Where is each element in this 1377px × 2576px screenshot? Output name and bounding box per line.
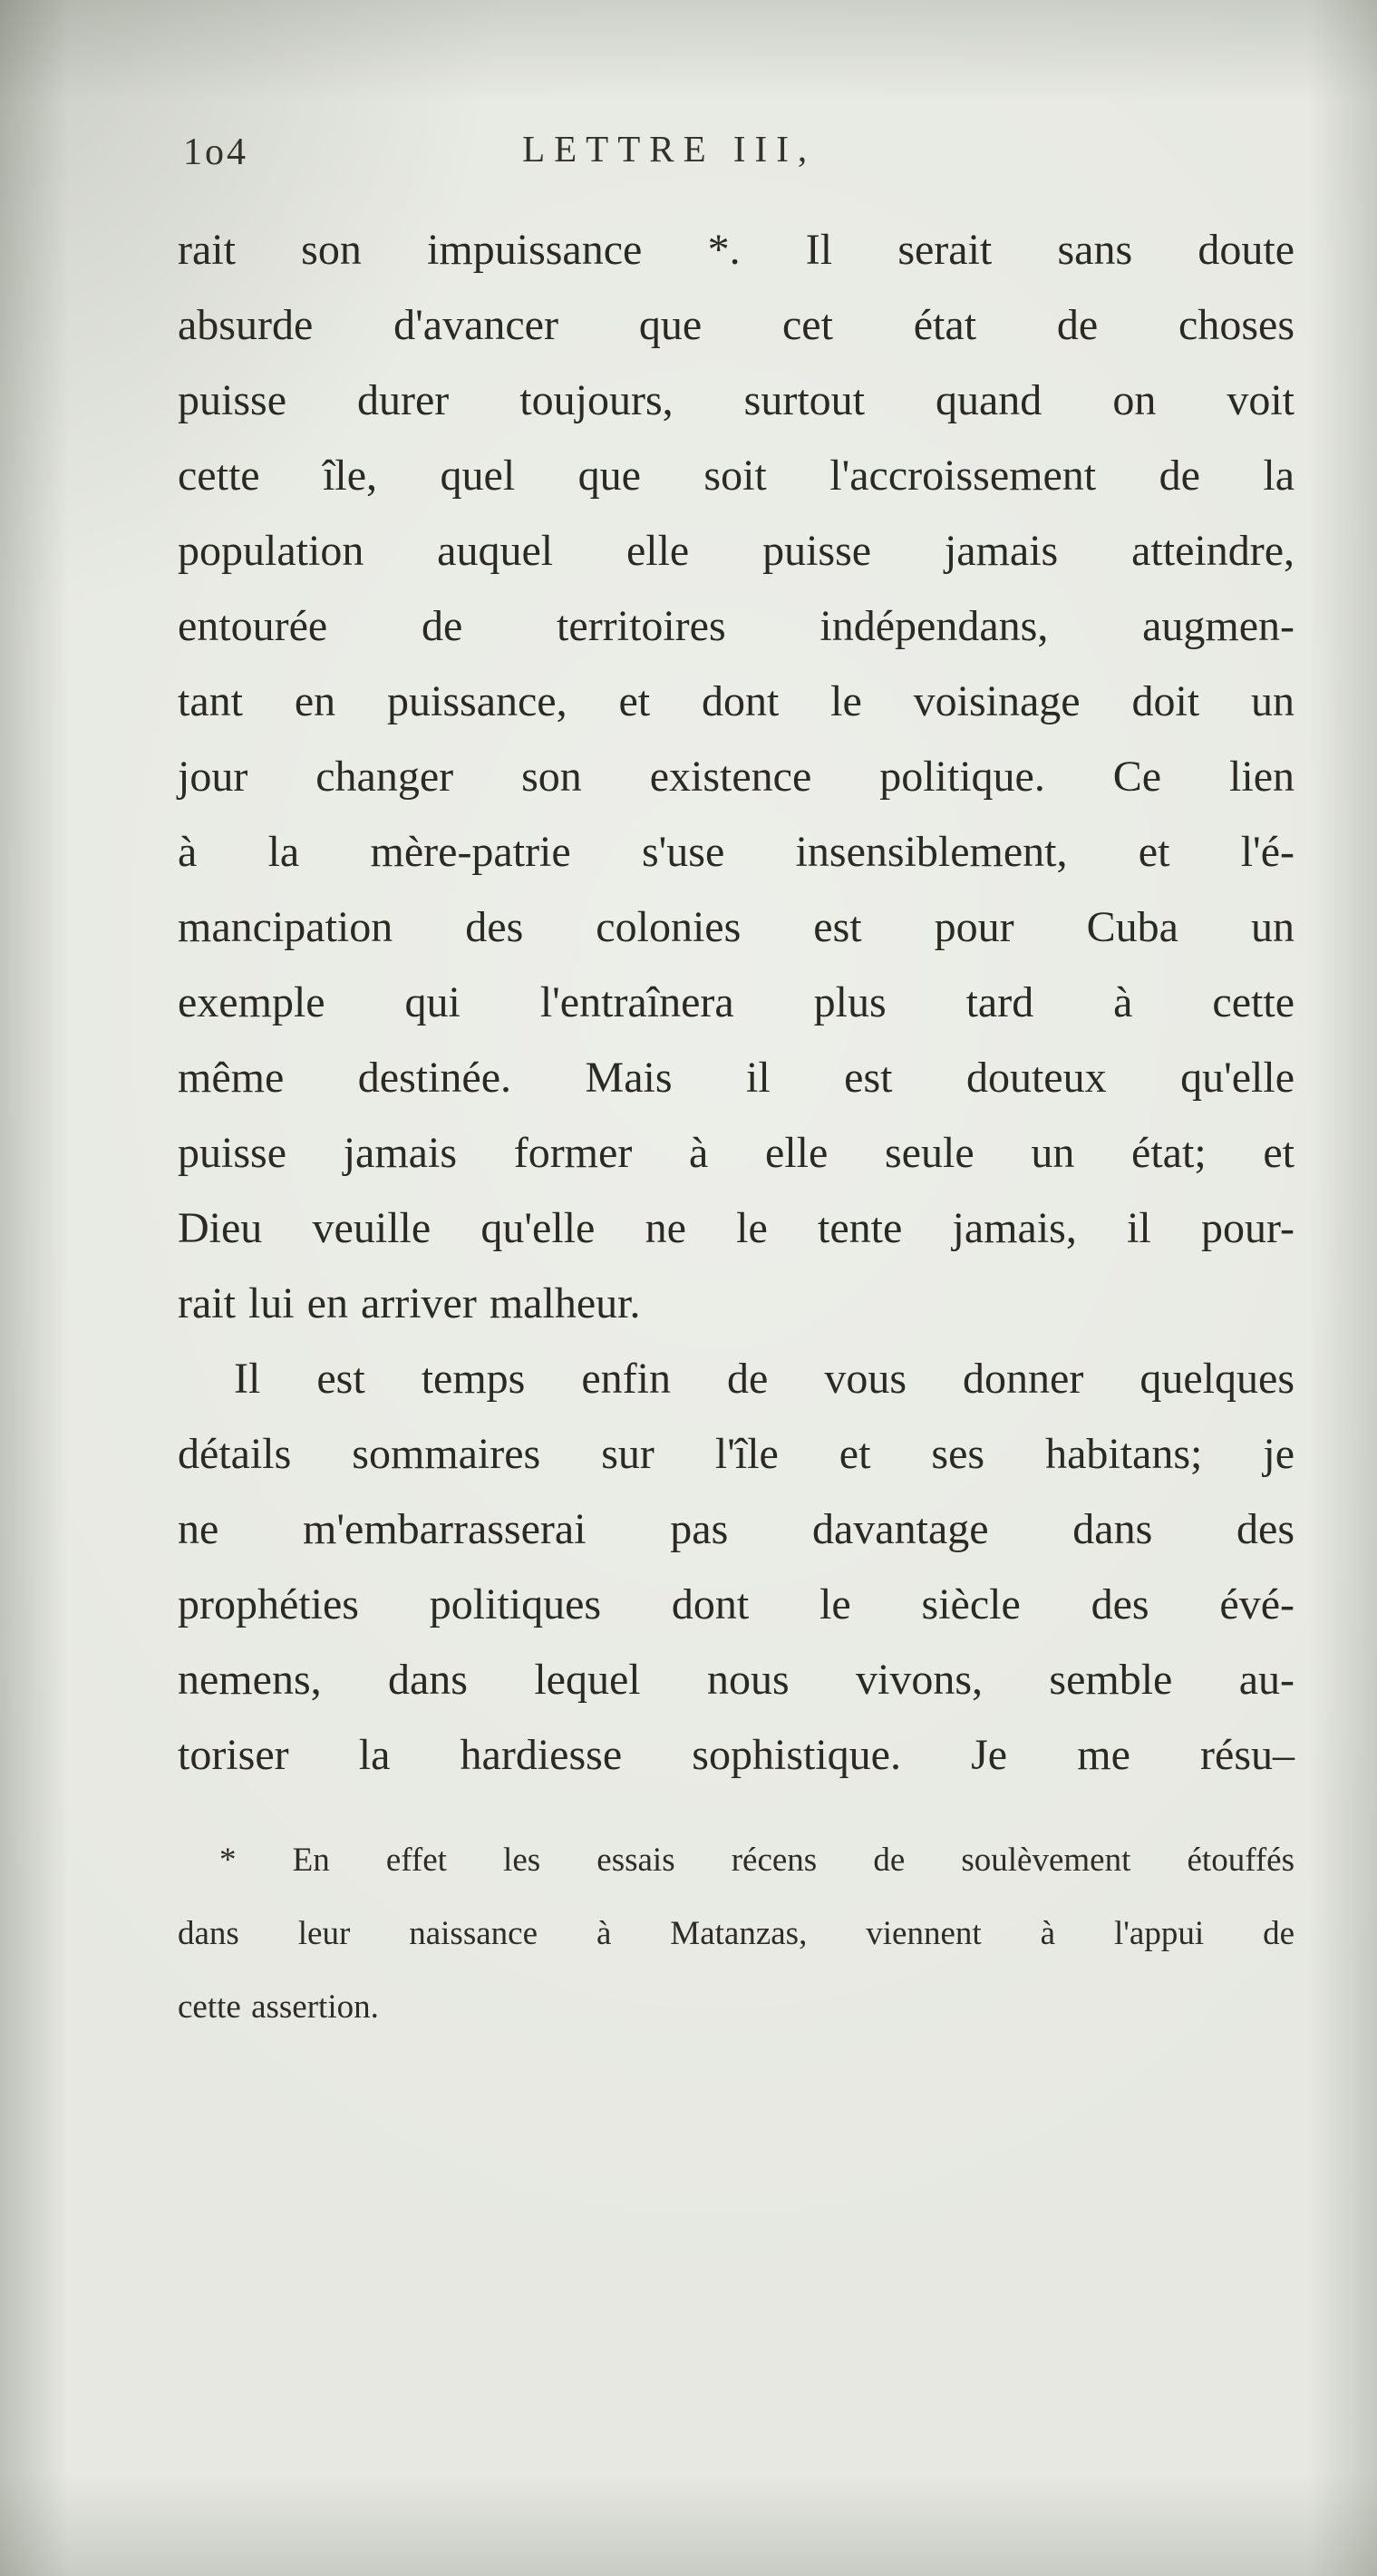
footnote-line: cette assertion. [178,1988,379,2026]
header-title: LETTRE III, [522,128,817,170]
body-line: Il est temps enfin de vous donner quelques [234,1355,1295,1403]
paragraph-1 [178,212,1295,1341]
running-header [178,127,1295,187]
body-line: puisse durer toujours, surtout quand on voit [178,376,1295,424]
body-line: exemple qui l'entraînera plus tard à cette [178,978,1295,1026]
body-line: tant en puissance, et dont le voisinage doit un [178,677,1295,725]
body-line: puisse jamais former à elle seule un état; et [178,1129,1295,1177]
page-number: 1o4 [183,131,248,173]
footnote-line: dans leur naissance à Matanzas, viennent à l'appui de [178,1915,1295,1952]
body-line: ne m'embarrasserai pas davantage dans des [178,1505,1295,1553]
body-line: à la mère-patrie s'use insensiblement, et l'é- [178,828,1295,876]
body-line: entourée de territoires indépendans, augmen- [178,602,1295,650]
body-text [178,212,1295,1793]
body-line: prophéties politiques dont le siècle des évé- [178,1580,1295,1628]
body-line: absurde d'avancer que cet état de choses [178,301,1295,349]
body-line: population auquel elle puisse jamais atteindre, [178,527,1295,575]
body-line: toriser la hardiesse sophistique. Je me résu– [178,1731,1295,1779]
body-line: mancipation des colonies est pour Cuba un [178,903,1295,951]
body-line: jour changer son existence politique. Ce lien [178,753,1295,801]
body-line: nemens, dans lequel nous vivons, semble au- [178,1656,1295,1704]
body-line: détails sommaires sur l'île et ses habitans; je [178,1430,1295,1478]
paragraph-2 [178,1341,1295,1793]
body-line: même destinée. Mais il est douteux qu'elle [178,1054,1295,1102]
text-area [178,127,1295,2044]
body-line: rait son impuissance *. Il serait sans doute [178,226,1295,274]
body-line: cette île, quel que soit l'accroissement de la [178,452,1295,500]
footnote-line: * En effet les essais récens de soulèvement étouffés [219,1842,1295,1879]
body-line: rait lui en arriver malheur. [178,1279,641,1327]
body-line: Dieu veuille qu'elle ne le tente jamais, il pour- [178,1204,1295,1252]
footnote [178,1823,1295,2044]
